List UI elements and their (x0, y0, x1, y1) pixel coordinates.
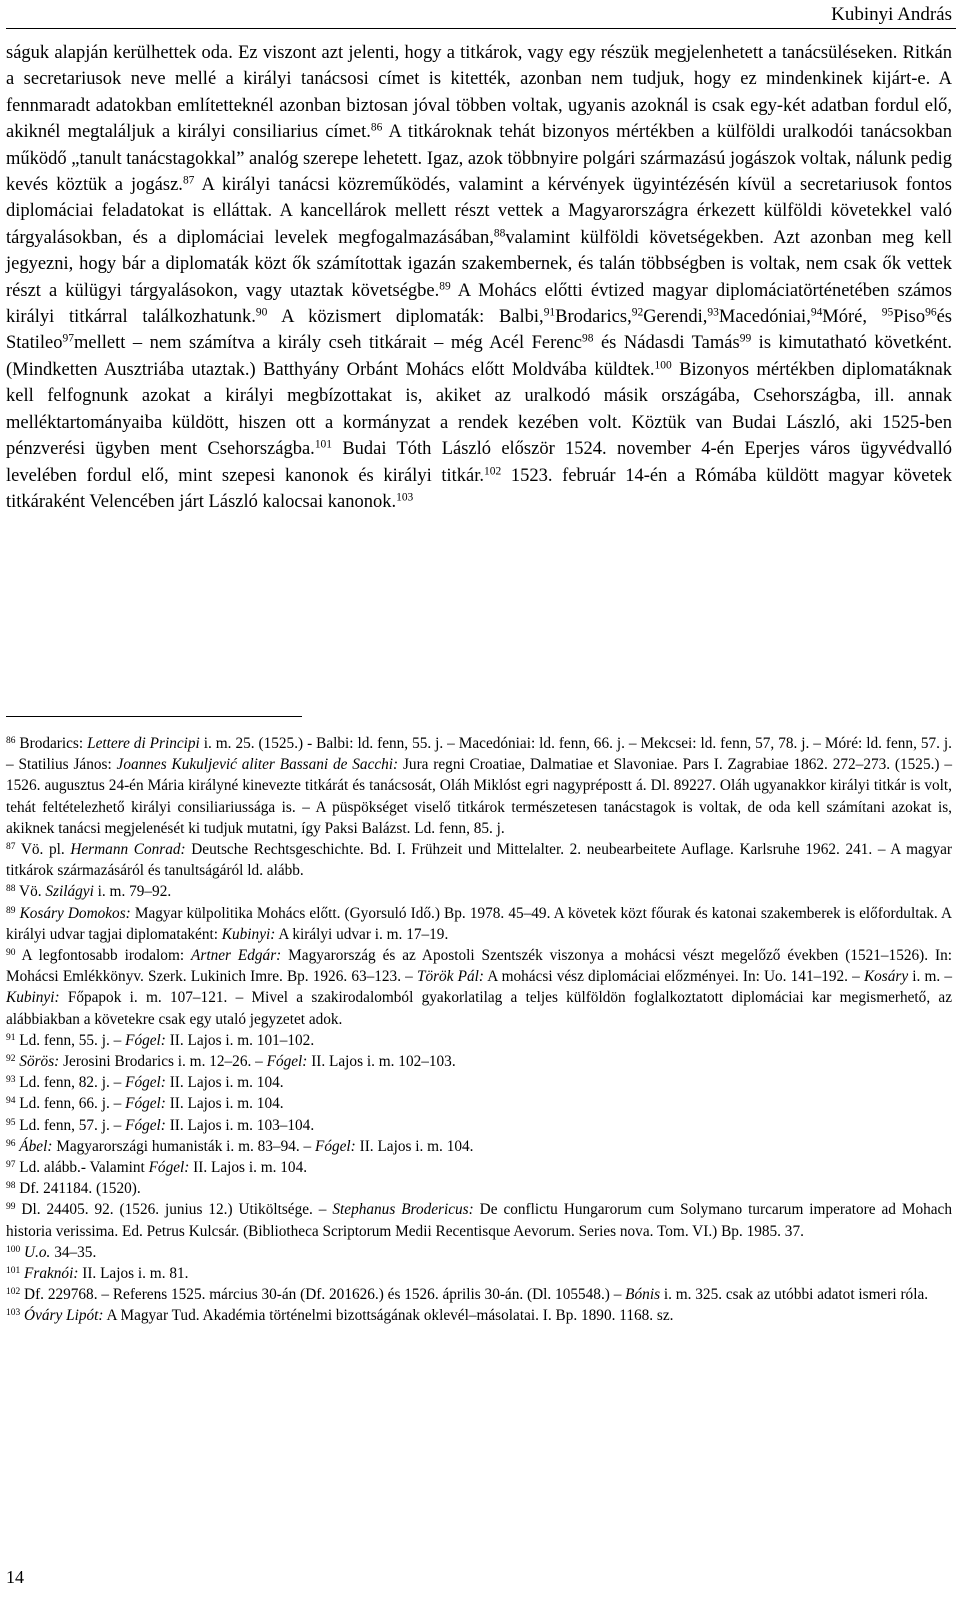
footnote-text-run: Magyarországi humanisták i. m. 83–94. – (52, 1137, 315, 1155)
footnote-text-run: Dl. 24405. 92. (1526. junius 12.) Utiköltsége. – (15, 1201, 333, 1219)
footnote-italic-run: Fógel: (125, 1116, 166, 1134)
footnote-ref: 91 (543, 306, 556, 319)
body-text-run: valamint külföldi követségekben. Azt azonban meg kell jegyezni, hogy bár a diplomaták közt ők számítottak igazán szakembernek, és talán többségben is voltak, nem csak ők vettek részt a külügyi tárgyalásokon, vagy utaztak követségbe. (6, 227, 952, 301)
footnote-95 (6, 1115, 952, 1136)
footnote-italic-run: Kubinyi: (6, 989, 60, 1007)
footnote-italic-run: Fógel: (315, 1137, 356, 1155)
footnote-italic-run: Kosáry Domokos: (19, 904, 131, 922)
body-text-run: Brodarics, (555, 307, 632, 328)
footnote-97 (6, 1157, 952, 1178)
footnote-text-run: II. Lajos i. m. 101–102. (165, 1031, 315, 1049)
footnote-text-run: Magyar külpolitika Mohács előtt. (Gyorsuló Idő.) Bp. 1978. 45–49. A követek közt főurak és katonai szakemberek is előfordultak. A királyi udvar tagjai diplomataként: (6, 904, 952, 943)
body-text-run: Piso (893, 307, 926, 328)
footnote-number: 99 (6, 1202, 16, 1213)
footnote-number: 94 (6, 1096, 16, 1107)
footnote-text-run: II. Lajos i. m. 104. (165, 1074, 284, 1092)
footnote-text-run: Brodarics: (15, 735, 88, 752)
footnote-text-run: Jerosini Brodarics i. m. 12–26. – (59, 1053, 267, 1071)
footnote-text-run: II. Lajos i. m. 81. (78, 1265, 189, 1283)
footnote-ref: 89 (439, 280, 451, 293)
footnote-number: 93 (6, 1075, 16, 1086)
footnote-number: 102 (6, 1287, 21, 1298)
footnote-ref: 100 (654, 359, 672, 372)
footnote-ref: 94 (810, 306, 823, 319)
body-text-run: is kimutatható követként. (Mindketten Ausztriába utaztak.) Batthyány Orbánt Mohács előtt Moldvába küldtek. (6, 333, 952, 380)
footnote-94 (6, 1093, 952, 1114)
footnote-number: 96 (6, 1138, 16, 1149)
footnote-text-run: II. Lajos i. m. 104. (189, 1159, 308, 1177)
footnote-ref: 96 (925, 306, 937, 319)
footnote-ref: 90 (255, 306, 268, 319)
footnote-italic-run: Fraknói: (24, 1265, 79, 1283)
footnote-text-run: i. m. 325. csak az utóbbi adatot ismeri róla. (660, 1286, 929, 1304)
footnote-italic-run: Török Pál: (416, 968, 484, 986)
footnote-text-run: Vö. pl. (15, 841, 71, 859)
footnote-separator (6, 716, 302, 717)
footnote-text-run: Ld. alább.- Valamint (15, 1159, 149, 1177)
footnote-text-run: Ld. fenn, 66. j. – (15, 1095, 126, 1113)
footnote-italic-run: Bónis (625, 1286, 661, 1304)
footnote-text-run: A Magyar Tud. Akadémia történelmi bizottságának oklevél–másolatai. I. Bp. 1890. 1168. sz. (103, 1307, 674, 1325)
footnote-text-run: Vö. (15, 883, 46, 901)
footnote-number: 103 (6, 1308, 21, 1319)
footnote-italic-run: Fógel: (266, 1053, 308, 1071)
footnote-ref: 97 (62, 333, 74, 346)
body-text-run: A közismert diplomaták: Balbi, (267, 307, 544, 328)
footnote-text-run: Df. 229768. – Referens 1525. március 30-án (Df. 201626.) és 1526. április 30-án. (Dl. 105548.) – (20, 1286, 626, 1304)
footnote-number: 89 (6, 905, 16, 916)
footnote-ref: 88 (493, 227, 506, 240)
footnote-italic-run: Fógel: (125, 1095, 166, 1113)
body-text-run: Macedóniai, (718, 307, 811, 328)
footnote-ref: 102 (484, 465, 502, 478)
footnote-text-run: Deutsche Rechtsgeschichte. Bd. I. Frühzeit und Mittelalter. 2. neubearbeitete Auflage. Karlsruhe 1962. 241. – A magyar titkárok származásáról és tanultságáról ld. alább. (6, 841, 952, 880)
footnote-italic-run: Fógel: (148, 1159, 190, 1177)
footnote-text-run: II. Lajos i. m. 103–104. (165, 1116, 315, 1134)
footnote-italic-run: Artner Edgár: (191, 947, 282, 965)
footnote-number: 92 (6, 1053, 16, 1064)
footnote-text-run: 34–35. (50, 1243, 97, 1261)
footnote-text-run: De conflictu Hungarorum cum Solymano turcarum imperatore ad Mohach historia verissima. Ed. Petrus Kulcsár. (Bibliotheca Scriptorum Medii Recentisque Aevorum. Series nova. Tom. VI.) Bp. 1985. 37. (6, 1201, 952, 1240)
footnote-text-run: II. Lajos i. m. 102–103. (307, 1053, 456, 1071)
footnote-text-run: A mohácsi vész diplomáciai előzményei. In: Uo. 141–192. – (483, 968, 864, 986)
footnote-ref: 86 (370, 121, 383, 134)
footnote-89 (6, 903, 952, 945)
body-text-run: mellett – nem számítva a király cseh titkárait – még Acél Ferenc (74, 333, 582, 354)
footnote-93 (6, 1072, 952, 1093)
footnote-number: 86 (6, 735, 16, 746)
footnote-text-run: Magyarország és az Apostoli Szentszék viszonya a mohácsi vészt megelőző években (1521–1526). In: Mohácsi Emlékkönyv. Szerk. Lukinich Imre. Bp. 1926. 63–123. – (6, 947, 952, 986)
footnotes (6, 733, 952, 1327)
footnote-96 (6, 1136, 952, 1157)
footnote-italic-run: Sörös: (19, 1053, 60, 1071)
body-text-run: Móré, (822, 307, 882, 328)
footnote-text-run: Ld. fenn, 55. j. – (15, 1031, 126, 1049)
footnote-88 (6, 881, 952, 902)
footnote-103 (6, 1305, 952, 1326)
footnote-ref: 92 (631, 306, 644, 319)
footnote-text-run: Főpapok i. m. 107–121. – Mivel a szakirodalomból gyakorlatilag a teljes külföldön foglalkoztatott diplomáciai kar megismerhető, az alábbiakban a követekre csak egy utaló jegyzetet adok. (6, 989, 952, 1028)
footnote-italic-run: Lettere di Principi (87, 735, 200, 752)
body-text-run: A Mohács előtti évtized magyar diplomáciatörténetében számos királyi titkárral találkozhatunk. (6, 280, 952, 328)
footnote-italic-run: Kosáry (863, 968, 909, 986)
footnote-ref: 87 (182, 174, 195, 187)
footnote-ref: 101 (314, 438, 333, 451)
body-text-run: A titkároknak tehát bizonyos mértékben a külföldi uralkodói tanácsokban működő „tanult tanácstagokkal” analóg szerepe lehetett. Igaz, azok többnyire polgári származású jogászok voltak, nálunk pedig kevés köztük a jogász. (6, 122, 952, 196)
footnote-italic-run: Óváry Lipót: (24, 1307, 104, 1325)
header-rule (6, 28, 956, 29)
footnote-italic-run: Kubinyi: (221, 925, 276, 943)
footnote-ref: 99 (739, 333, 752, 346)
footnote-ref: 93 (707, 306, 719, 319)
footnote-text-run: i. m. 25. (1525.) - Balbi: ld. fenn, 55. j. – Macedóniai: ld. fenn, 66. j. – Mekcsei: ld. fenn, 57, 78. j. – Móré: ld. fenn, 57. j. – Statilius János: (6, 735, 952, 774)
footnote-italic-run: Joannes Kukuljević aliter Bassani de Sacchi: (116, 756, 399, 774)
footnote-91 (6, 1030, 952, 1051)
footnote-text-run: i. m. – (908, 968, 952, 986)
body-text-run: és Nádasdi Tamás (593, 333, 740, 354)
body-text-run: A királyi tanácsi közreműködés, valamint a kérvények ügyintézésén kívül a secretariusok fontos diplomáciai feladatokat is elláttak. A kancellárok mellett részt vettek a Magyarországra érkezett külföldi követekkel való tárgyalásokban, és a diplomáciai levelek megfogalmazásában, (6, 175, 952, 248)
footnote-ref: 95 (881, 306, 894, 319)
footnote-text-run: A legfontosabb irodalom: (15, 947, 192, 965)
body-text-run: Gerendi, (643, 307, 708, 328)
footnote-text-run: i. m. 79–92. (93, 883, 172, 901)
footnote-text-run: Ld. fenn, 82. j. – (15, 1074, 126, 1092)
footnote-text-run: Jura regni Croatiae, Dalmatiae et Slavoniae. Pars I. Zagrabiae 1862. 272–273. (1525.) – 1526. augusztus 24-én Mária királyné kinevezte titkárát és tanácsosát, Oláh Miklóst egri nagyprépostt á. Dl. 89227. Oláh ugyanakkor királyi titkár is volt, tehát feltételezhető királyi consiliariussága is. – A püspökséget viselő titkárok természetesen tanácstagok is voltak, de oda kell számítani azokat is, akiknek tanácsi megjelenését ki tudjuk mutatni, így Paksi Balázst. Ld. fenn, 85. j. (6, 756, 953, 837)
footnote-text-run: A királyi udvar i. m. 17–19. (275, 925, 449, 943)
footnote-number: 90 (6, 947, 16, 958)
footnote-number: 88 (6, 884, 16, 895)
body-text-run: Bizonyos mértékben diplomatáknak kell felfognunk azokat a királyi megbízottakat is, akiket az uralkodó másik országába, Csehországba, ill. annak melléktartományaiba küldött, hiszen ott a kormányzat a rendek kezében volt. Köztük van Budai László, aki 1525-ben pénzverési ügyben ment Csehországba. (6, 359, 952, 460)
footnote-99 (6, 1199, 952, 1241)
body-paragraph (6, 40, 952, 515)
footnote-text-run: II. Lajos i. m. 104. (355, 1137, 474, 1155)
footnote-number: 101 (6, 1265, 21, 1276)
footnote-number: 97 (6, 1159, 16, 1170)
footnote-90 (6, 945, 952, 1030)
footnote-number: 100 (6, 1244, 21, 1255)
body-text-run: ságuk alapján kerülhettek oda. Ez viszont azt jelenti, hogy a titkárok, vagy egy részük megjelenhetett a tanácsüléseken. Ritkán a secretariusok neve mellé a királyi tanácsosi címet is kitették, azonban nem tudjuk, hogy ez mindenkinek kijárt-e. A fennmaradt adatokban említetteknél azonban biztosan jóval többen voltak, ugyanis azoknál is csak egy-két adatban fordul elő, akiknél megtaláljuk a királyi consiliarius címet. (6, 43, 952, 143)
footnote-101 (6, 1263, 952, 1284)
footnote-number: 98 (6, 1181, 16, 1192)
footnote-98 (6, 1178, 952, 1199)
footnote-102 (6, 1284, 952, 1305)
footnote-ref: 98 (581, 333, 594, 346)
footnote-text-run: Df. 241184. (1520). (15, 1180, 141, 1198)
footnote-number: 91 (6, 1032, 16, 1043)
footnote-italic-run: Fógel: (125, 1074, 166, 1092)
running-head: Kubinyi András (831, 4, 952, 25)
footnote-87 (6, 839, 952, 881)
body-text-run: Budai Tóth László először 1524. november 4-én Eperjes város ügyvédvalló levelében fordul elő, mint szepesi kanonok és királyi titkár. (6, 439, 952, 486)
footnote-italic-run: Hermann Conrad: (70, 841, 186, 859)
footnote-ref: 103 (396, 491, 414, 504)
footnote-italic-run: Ábel: (19, 1137, 53, 1155)
footnote-italic-run: Stephanus Brodericus: (332, 1201, 474, 1219)
page-number: 14 (6, 1567, 24, 1587)
footnote-number: 95 (6, 1117, 16, 1128)
footnote-86 (6, 733, 952, 839)
footnote-italic-run: Fógel: (125, 1031, 166, 1049)
footnote-text-run: II. Lajos i. m. 104. (165, 1095, 284, 1113)
footnote-92 (6, 1051, 952, 1072)
footnote-100 (6, 1242, 952, 1263)
body-text-run: és Statileo (6, 307, 952, 354)
footnote-number: 87 (6, 841, 16, 852)
footnote-italic-run: U.o. (24, 1243, 51, 1261)
footnote-text-run: Ld. fenn, 57. j. – (15, 1116, 126, 1134)
footnote-italic-run: Szilágyi (45, 883, 94, 901)
body-text-run: 1523. február 14-én a Rómába küldött magyar követek titkáraként Velencében járt László kalocsai kanonok. (6, 465, 953, 512)
